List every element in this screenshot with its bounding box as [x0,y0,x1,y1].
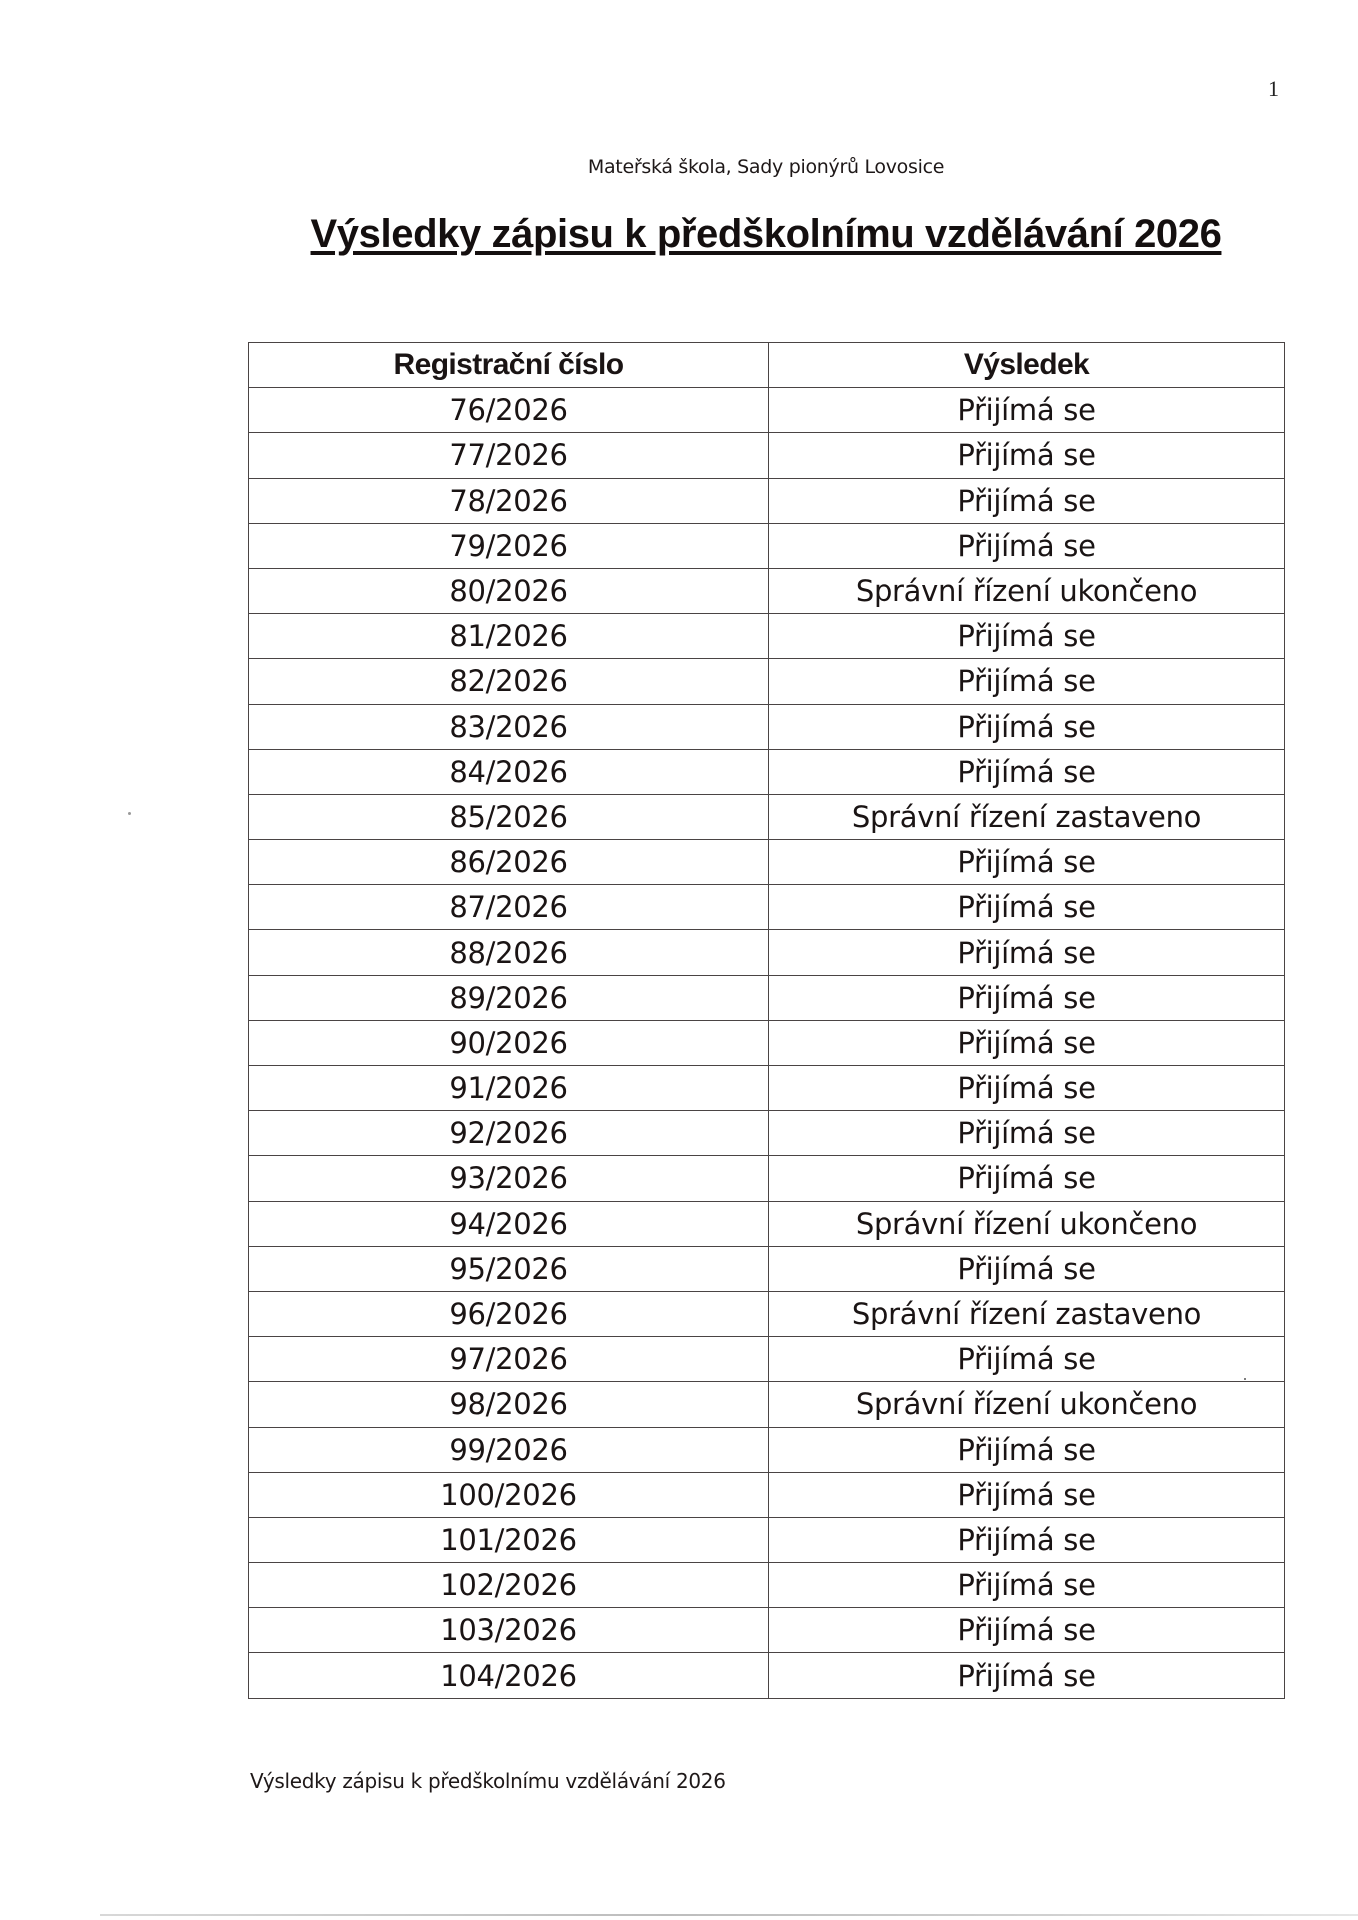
result-cell: Přijímá se [769,1337,1285,1382]
registration-number-cell: 81/2026 [249,614,769,659]
scan-edge-line [100,1914,1358,1916]
registration-number-cell: 101/2026 [249,1517,769,1562]
result-cell: Přijímá se [769,1427,1285,1472]
registration-number-cell: 89/2026 [249,975,769,1020]
registration-number-cell: 93/2026 [249,1156,769,1201]
result-cell: Přijímá se [769,1020,1285,1065]
result-cell: Přijímá se [769,478,1285,523]
registration-number-cell: 97/2026 [249,1337,769,1382]
result-cell: Přijímá se [769,840,1285,885]
registration-number-cell: 104/2026 [249,1653,769,1698]
result-cell: Přijímá se [769,1517,1285,1562]
registration-number-cell: 84/2026 [249,749,769,794]
table-row [249,1111,1285,1156]
registration-number-cell: 95/2026 [249,1246,769,1291]
table-row [249,885,1285,930]
registration-number-cell: 92/2026 [249,1111,769,1156]
scan-speck [128,812,131,815]
result-cell: Přijímá se [769,1111,1285,1156]
table-row [249,1563,1285,1608]
result-cell: Přijímá se [769,885,1285,930]
table-row [249,1337,1285,1382]
result-cell: Správní řízení ukončeno [769,568,1285,613]
registration-number-cell: 80/2026 [249,568,769,613]
result-cell: Přijímá se [769,388,1285,433]
result-cell: Správní řízení zastaveno [769,794,1285,839]
table-row [249,478,1285,523]
result-cell: Správní řízení ukončeno [769,1201,1285,1246]
registration-number-cell: 98/2026 [249,1382,769,1427]
table-row [249,930,1285,975]
table-row [249,1517,1285,1562]
registration-number-cell: 102/2026 [249,1563,769,1608]
registration-number-cell: 79/2026 [249,523,769,568]
result-cell: Přijímá se [769,1156,1285,1201]
table-row [249,388,1285,433]
scan-speck [1244,1378,1246,1380]
registration-number-cell: 88/2026 [249,930,769,975]
result-cell: Přijímá se [769,614,1285,659]
result-cell: Přijímá se [769,1653,1285,1698]
column-header-registration-number: Registrační číslo [249,343,769,388]
table-row [249,1427,1285,1472]
table-row [249,1246,1285,1291]
result-cell: Správní řízení ukončeno [769,1382,1285,1427]
result-cell: Přijímá se [769,433,1285,478]
registration-number-cell: 100/2026 [249,1472,769,1517]
registration-number-cell: 83/2026 [249,704,769,749]
registration-number-cell: 87/2026 [249,885,769,930]
footer-text: Výsledky zápisu k předškolnímu vzdělávání 2026 [250,1769,726,1793]
table-row [249,614,1285,659]
registration-number-cell: 76/2026 [249,388,769,433]
column-header-result: Výsledek [769,343,1285,388]
result-cell: Přijímá se [769,1608,1285,1653]
table-row [249,523,1285,568]
registration-number-cell: 82/2026 [249,659,769,704]
registration-number-cell: 103/2026 [249,1608,769,1653]
result-cell: Přijímá se [769,523,1285,568]
table-row [249,1472,1285,1517]
result-cell: Přijímá se [769,749,1285,794]
table-row [249,704,1285,749]
result-cell: Přijímá se [769,1563,1285,1608]
table-row [249,1608,1285,1653]
school-name: Mateřská škola, Sady pionýrů Lovosice [587,156,945,178]
result-cell: Přijímá se [769,1472,1285,1517]
table-row [249,433,1285,478]
table-header-row [249,343,1285,388]
result-cell: Přijímá se [769,704,1285,749]
result-cell: Správní řízení zastaveno [769,1291,1285,1336]
registration-number-cell: 91/2026 [249,1066,769,1111]
table-row [249,1653,1285,1698]
table-row [249,1066,1285,1111]
table-row [249,840,1285,885]
registration-number-cell: 96/2026 [249,1291,769,1336]
registration-number-cell: 86/2026 [249,840,769,885]
registration-number-cell: 94/2026 [249,1201,769,1246]
registration-number-cell: 99/2026 [249,1427,769,1472]
table-row [249,794,1285,839]
document-title: Výsledky zápisu k předškolnímu vzdělávání 2026 [310,212,1222,256]
result-cell: Přijímá se [769,1066,1285,1111]
page-number: 1 [1268,76,1279,101]
results-table [248,342,1285,1699]
registration-number-cell: 78/2026 [249,478,769,523]
table-row [249,749,1285,794]
table-row [249,659,1285,704]
table-row [249,1291,1285,1336]
result-cell: Přijímá se [769,1246,1285,1291]
result-cell: Přijímá se [769,930,1285,975]
results-table-body [249,388,1285,1698]
registration-number-cell: 85/2026 [249,794,769,839]
result-cell: Přijímá se [769,975,1285,1020]
result-cell: Přijímá se [769,659,1285,704]
table-row [249,975,1285,1020]
table-row [249,1156,1285,1201]
registration-number-cell: 90/2026 [249,1020,769,1065]
registration-number-cell: 77/2026 [249,433,769,478]
table-row [249,1020,1285,1065]
table-row [249,568,1285,613]
table-row [249,1382,1285,1427]
table-row [249,1201,1285,1246]
